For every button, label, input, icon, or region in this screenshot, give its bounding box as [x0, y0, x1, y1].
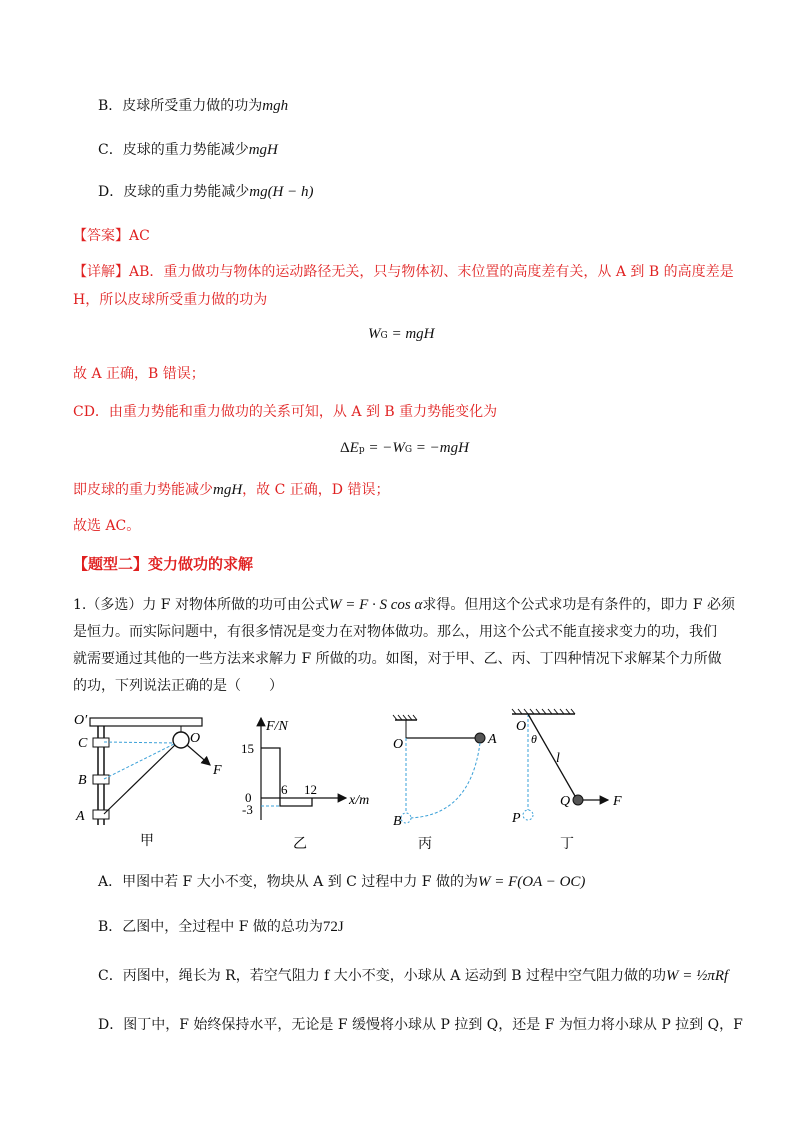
bing-label-b: B [393, 814, 402, 829]
yi-ylabel: F/N [266, 719, 288, 734]
jia-label-o-prime: O′ [74, 713, 88, 728]
option-d-text: D．皮球的重力势能减少 [98, 184, 250, 200]
question-line-3: 就需要通过其他的一些方法来求解力 F 所做的功。如图，对于甲、乙、丙、丁四种情况下求解某个力所做 [73, 651, 722, 667]
equation-1: WG = mgH [368, 326, 435, 342]
detail-math-5: mgH [213, 482, 243, 498]
jia-label-f: F [213, 763, 222, 778]
figure-jia [74, 713, 222, 849]
option-d-math: mg(H − h) [249, 184, 314, 200]
ding-label-q: Q [560, 794, 571, 809]
equation-2: ΔEp = −WG = −mgH [340, 440, 469, 456]
jia-label-c: C [78, 736, 88, 751]
ding-label-l: l [556, 751, 560, 766]
option-c [98, 966, 728, 986]
jia-label-a: A [76, 809, 85, 824]
detail-line-3: 故 A 正确，B 错误； [73, 366, 205, 382]
option-c-text: C．皮球的重力势能减少 [98, 142, 249, 158]
question-line-4: 的功，下列说法正确的是（ ） [73, 678, 283, 694]
jia-label-o: O [190, 731, 201, 746]
detail-line-5 [73, 480, 389, 500]
option-b-text: B．皮球所受重力做的功为 [98, 98, 263, 114]
option-c-q-text: C．丙图中，绳长为 R，若空气阻力 f 大小不变，小球从 A 运动到 B 过程中空气阻力做的功 [98, 968, 666, 984]
option-d-prev [98, 182, 314, 202]
detail-line-4: CD．由重力势能和重力做功的关系可知，从 A 到 B 重力势能变化为 [73, 404, 498, 420]
figure-ding [511, 709, 622, 852]
ding-label-o: O [516, 719, 527, 734]
detail-line-1 [73, 262, 734, 282]
yi-tick-6: 6 [281, 782, 288, 797]
yi-caption: 乙 [293, 837, 307, 852]
detail-text-1: AB．重力做功与物体的运动路径无关，只与物体初、末位置的高度差有关，从 A 到 B 的高度差是 [129, 264, 734, 280]
bing-label-o: O [393, 737, 404, 752]
figure-bing [393, 715, 497, 852]
question-text-1a: 1.（多选）力 F 对物体所做的功可由公式 [73, 597, 329, 613]
yi-xlabel: x/m [349, 793, 370, 808]
section-title: 【题型二】变力做功的求解 [73, 555, 254, 573]
bing-caption: 丙 [418, 837, 432, 852]
detail-text-5b: ，故 C 正确，D 错误； [242, 482, 390, 498]
yi-tick-0: 0 [245, 790, 252, 805]
option-b [98, 917, 344, 937]
ding-label-theta: θ [531, 732, 537, 746]
option-c-math: mgH [248, 142, 278, 158]
option-b-math: mgh [262, 98, 289, 114]
option-c-prev [98, 140, 278, 160]
bing-label-a: A [488, 732, 497, 747]
question-line-2: 是恒力。而实际问题中，有很多情况是变力在对物体做功。那么，用这个公式不能直接求变力的功，我们 [73, 624, 717, 640]
detail-text-5a: 即皮球的重力势能减少 [73, 482, 213, 498]
detail-line-6: 故选 AC。 [73, 518, 141, 534]
answer-value: AC [129, 228, 150, 244]
yi-tick-12: 12 [304, 782, 317, 797]
option-c-q-math: W = ½πRf [665, 968, 729, 984]
question-math-1: W = F · S cos α [328, 597, 423, 613]
option-b-q-math: 72J [322, 919, 344, 935]
yi-tick-neg3: -3 [242, 802, 253, 817]
jia-caption: 甲 [140, 834, 154, 849]
option-a-math: W = F(OA − OC) [477, 874, 586, 890]
jia-label-b: B [78, 773, 87, 788]
option-b-prev [98, 96, 288, 116]
detail-tag: 【详解】 [73, 264, 129, 280]
ding-label-p: P [512, 811, 521, 826]
figure-yi [241, 718, 369, 852]
option-b-q-text: B．乙图中，全过程中 F 做的总功为 [98, 919, 323, 935]
question-text-1b: 求得。但用这个公式求功是有条件的，即力 F 必须 [422, 597, 736, 613]
option-d: D．图丁中，F 始终保持水平，无论是 F 缓慢将小球从 P 拉到 Q，还是 F 为恒力将小球从 P 拉到 Q，F [98, 1017, 743, 1033]
yi-tick-15: 15 [241, 741, 254, 756]
ding-caption: 丁 [560, 837, 574, 852]
answer-tag: 【答案】 [73, 228, 129, 244]
figures-panel [60, 700, 660, 860]
detail-line-2: H，所以皮球所受重力做的功为 [73, 292, 268, 308]
question-line-1 [73, 595, 735, 615]
answer-line [73, 226, 150, 246]
option-a-text: A．甲图中若 F 大小不变，物块从 A 到 C 过程中力 F 做的为 [98, 874, 478, 890]
option-a [98, 872, 585, 892]
ding-label-f: F [613, 794, 622, 809]
